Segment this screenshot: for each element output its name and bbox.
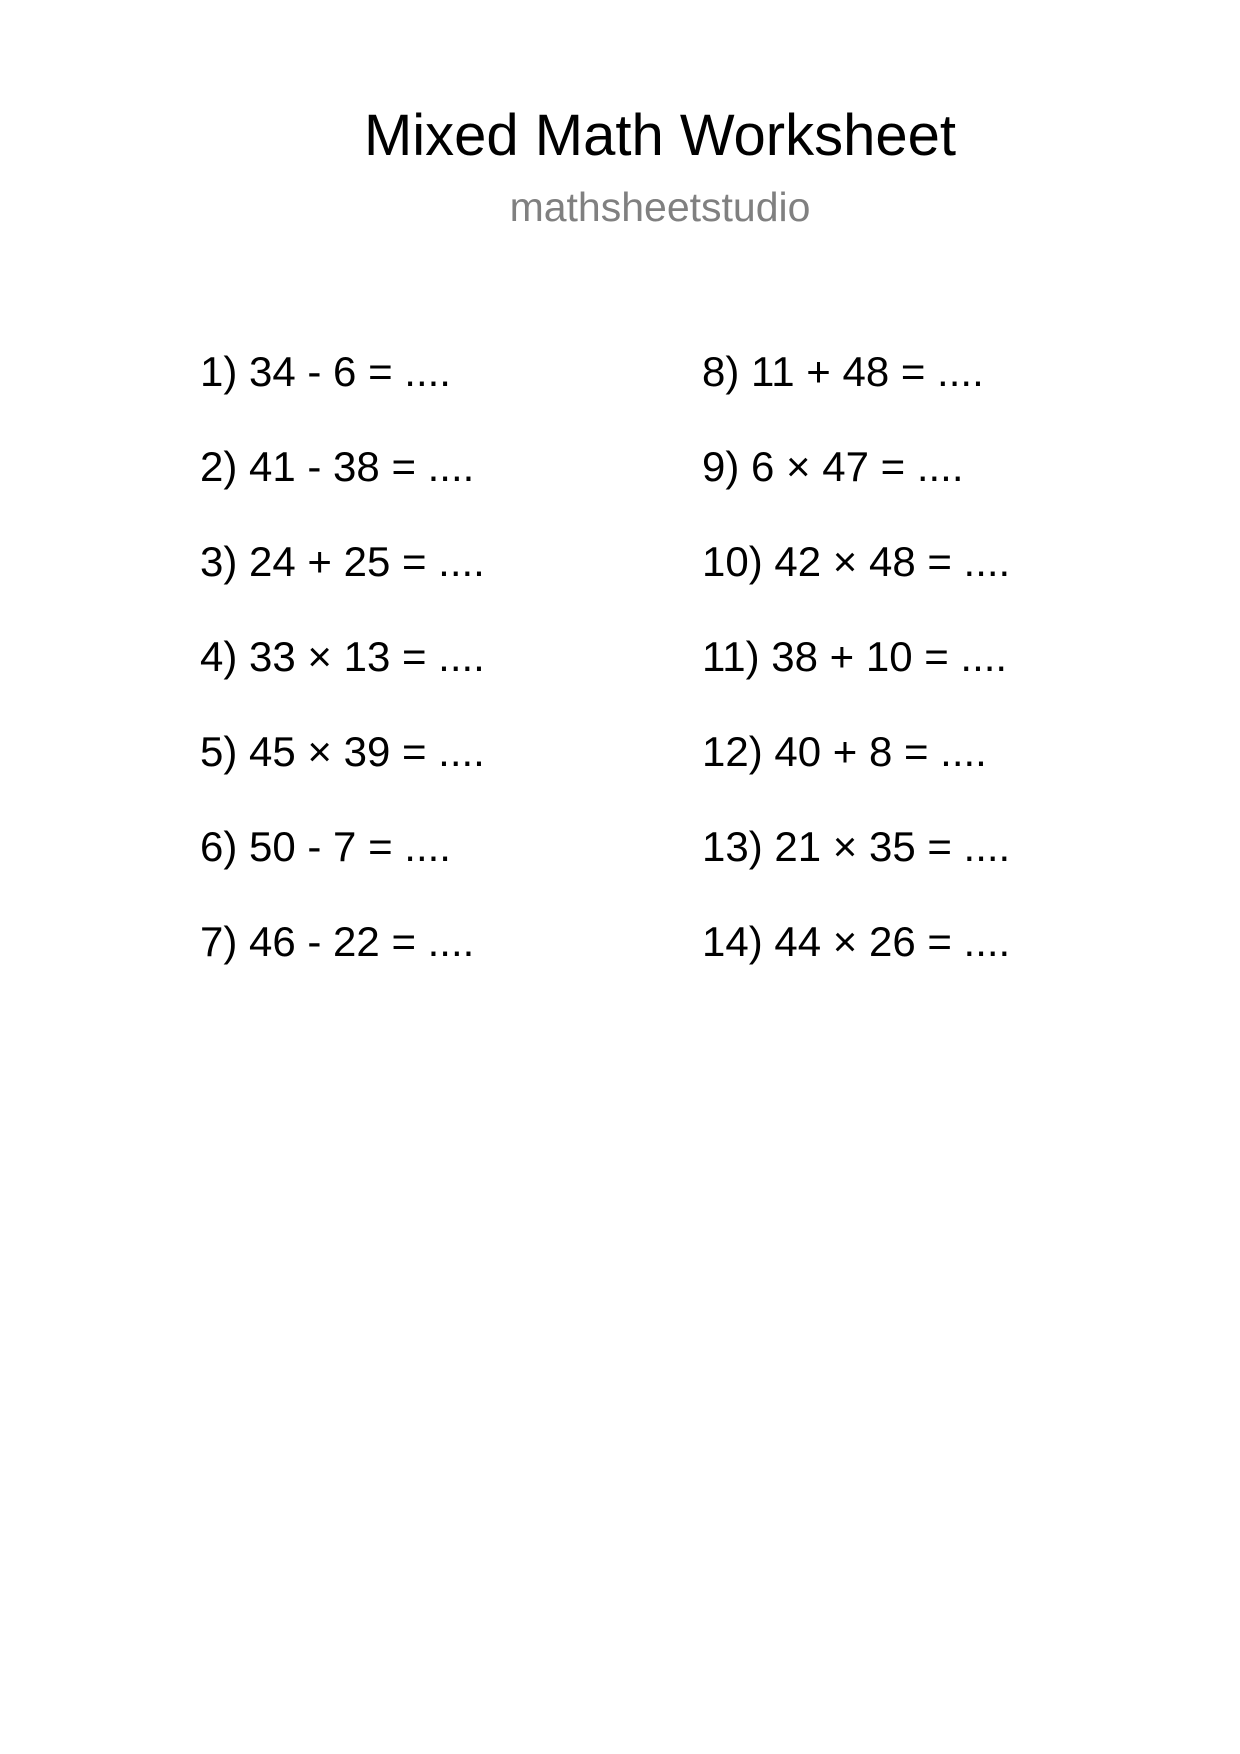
worksheet-subtitle: mathsheetstudio	[509, 184, 811, 230]
problem-item: 6) 50 - 7 = ....	[200, 823, 451, 870]
problem-item: 9) 6 × 47 = ....	[702, 443, 964, 490]
problem-item: 7) 46 - 22 = ....	[200, 918, 475, 965]
problem-item: 10) 42 × 48 = ....	[702, 538, 1011, 585]
problem-item: 4) 33 × 13 = ....	[200, 633, 485, 680]
worksheet-title: Mixed Math Worksheet	[363, 103, 957, 168]
problem-item: 14) 44 × 26 = ....	[702, 918, 1011, 965]
problem-item: 12) 40 + 8 = ....	[702, 728, 987, 775]
problem-item: 2) 41 - 38 = ....	[200, 443, 475, 490]
problem-item: 8) 11 + 48 = ....	[702, 348, 984, 395]
problem-column-right	[702, 347, 1010, 1012]
problem-item: 13) 21 × 35 = ....	[702, 823, 1011, 870]
problem-item: 11) 38 + 10 = ....	[702, 633, 1008, 680]
problem-item: 1) 34 - 6 = ....	[200, 348, 451, 395]
problem-item: 3) 24 + 25 = ....	[200, 538, 485, 585]
problem-item: 5) 45 × 39 = ....	[200, 728, 485, 775]
problem-column-left	[200, 347, 485, 1012]
